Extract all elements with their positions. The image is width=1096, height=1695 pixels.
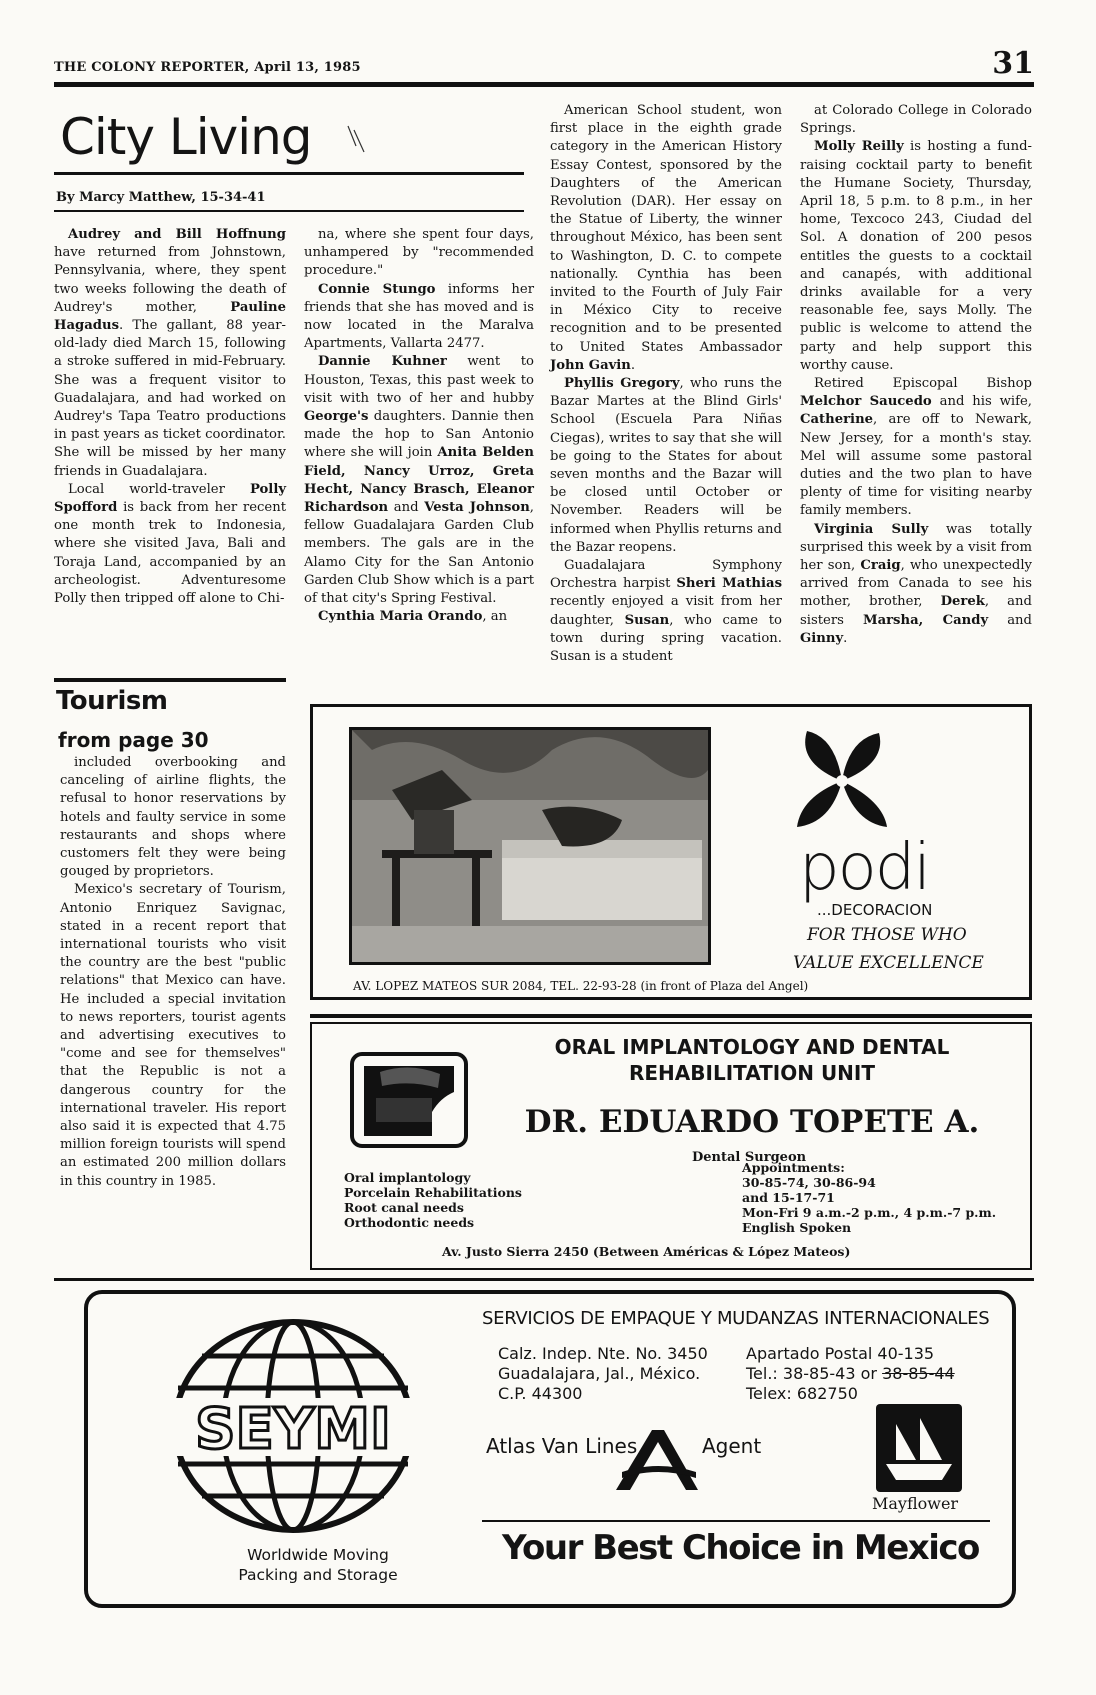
seymi-contact bbox=[746, 1344, 955, 1404]
body-text: recently enjoyed a visit from her daughter, bbox=[550, 594, 782, 628]
article-paragraph bbox=[800, 521, 1032, 648]
seymi-address-line: Calz. Indep. Nte. No. 3450 bbox=[498, 1344, 708, 1363]
dental-service: Porcelain Rehabilitations bbox=[344, 1185, 522, 1200]
bold-name-text: Dannie Kuhner bbox=[318, 354, 447, 370]
bold-name-text: Catherine bbox=[800, 412, 874, 428]
dental-advertisement bbox=[310, 1022, 1032, 1270]
seymi-advertisement bbox=[84, 1290, 1016, 1608]
body-text: Local world-traveler bbox=[68, 481, 250, 497]
dental-address: Av. Justo Sierra 2450 (Between Américas & López Mateos) bbox=[442, 1244, 851, 1259]
seymi-rule bbox=[482, 1520, 990, 1522]
podi-tagline-1: FOR THOSE WHO bbox=[807, 925, 967, 945]
byline-rule bbox=[54, 210, 524, 212]
body-text: , who runs the Bazar Martes at the Blind Girls' School (Escuela Para Niñas Ciegas), writes to say that she will be going to the States for about seven months and the Bazar will be closed until October or November. Readers will be informed when Phyllis returns and the Bazar reopens. bbox=[550, 376, 782, 555]
article-paragraph bbox=[60, 881, 286, 1190]
body-text: was totally surprised this week by a visit from her son, bbox=[800, 521, 1032, 574]
article-paragraph bbox=[304, 353, 534, 608]
furniture-photo bbox=[349, 727, 711, 965]
paper-dateline: THE COLONY REPORTER, April 13, 1985 bbox=[54, 60, 361, 75]
seymi-telephone bbox=[746, 1364, 955, 1384]
body-text: and bbox=[388, 500, 425, 516]
appointments-label: Appointments: bbox=[742, 1160, 845, 1175]
body-text: . bbox=[630, 357, 636, 373]
bold-name-text: Vesta Johnson bbox=[424, 500, 530, 516]
podi-brand: podi bbox=[799, 831, 930, 905]
body-text: have returned from Johnstown, Pennsylvania, where, they spent two weeks following the death of Audrey's mother, bbox=[54, 245, 286, 315]
dental-service: Orthodontic needs bbox=[344, 1215, 475, 1230]
seymi-po-box: Apartado Postal 40-135 bbox=[746, 1344, 935, 1363]
body-text: na, where she spent four days, unhampered by "recommended procedure." bbox=[304, 227, 534, 279]
seymi-telex: Telex: 682750 bbox=[746, 1384, 858, 1403]
article-paragraph bbox=[800, 138, 1032, 375]
tourism-jump-line: from page 30 bbox=[58, 728, 209, 752]
article-paragraph bbox=[550, 375, 782, 557]
seymi-tagline-2: Packing and Storage bbox=[238, 1566, 398, 1584]
body-text: Mexico's secretary of Tourism, Antonio Enriquez Savignac, stated in a recent report that international tourists who visit the country are the best "public relations" that Mexico can have. He included a special invitation to news reporters, tourist agents and advertising executives to "come and see for themselves" that the Republic is not a dangerous country for the international traveler. His report also said it is expected that 4.75 million foreign tourists will spend an estimated 200 million dollars in this country in 1985. bbox=[60, 882, 286, 1189]
dental-headline: ORAL IMPLANTOLOGY AND DENTAL REHABILITATION UNIT bbox=[554, 1035, 950, 1085]
mayflower-label: Mayflower bbox=[872, 1494, 959, 1513]
bold-name-text: Audrey and Bill Hoffnung bbox=[68, 227, 286, 242]
body-text: . The gallant, 88 year-old-lady died March 15, following a stroke suffered in mid-February. She was a frequent visitor to Guadalajara, and had worked on Audrey's Tapa Teatro productions in past years as ticket coordinator. She will be missed by her many friends in Guadalajara. bbox=[54, 318, 286, 479]
column-3 bbox=[550, 102, 782, 666]
article-paragraph bbox=[550, 557, 782, 666]
dental-appointments bbox=[742, 1160, 996, 1235]
body-text: went to Houston, Texas, this past week to visit with two of her and hubby bbox=[304, 354, 534, 406]
dental-service: Root canal needs bbox=[344, 1200, 464, 1215]
bold-name-text: John Gavin bbox=[550, 357, 631, 373]
page-rule bbox=[54, 1278, 1034, 1281]
body-text: , and sisters bbox=[800, 594, 1032, 628]
seymi-address-line: C.P. 44300 bbox=[498, 1384, 583, 1403]
tooth-logo-icon bbox=[350, 1052, 468, 1148]
body-text: daughters. Dannie then made the hop to San Antonio where she will join bbox=[304, 409, 534, 461]
dental-ad-rule bbox=[310, 1014, 1032, 1018]
column-tourism bbox=[60, 754, 286, 1191]
tourism-rule bbox=[54, 678, 286, 682]
seymi-brand: SEYMI bbox=[195, 1397, 391, 1462]
body-text: and bbox=[988, 612, 1032, 628]
podi-tagline-2: VALUE EXCELLENCE bbox=[793, 953, 984, 973]
bold-name-text: Susan bbox=[624, 612, 670, 628]
bold-name-text: Marsha, Candy bbox=[862, 612, 989, 628]
seymi-headline: SERVICIOS DE EMPAQUE Y MUDANZAS INTERNACIONALES bbox=[482, 1308, 990, 1329]
article-paragraph bbox=[550, 102, 782, 375]
podi-flower-logo-icon bbox=[787, 723, 897, 839]
bold-name-text: Ginny bbox=[800, 630, 844, 646]
bold-name-text: Cynthia Maria Orando bbox=[318, 609, 483, 625]
body-text: , are off to Newark, New Jersey, for a month's stay. Mel will assume some pastoral duties and the two plan to have plenty of time for visiting nearby family members. bbox=[800, 412, 1032, 519]
dental-doctor-name: DR. EDUARDO TOPETE A. bbox=[524, 1104, 980, 1140]
body-text: , who came to town during spring vacation. Susan is a student bbox=[550, 612, 782, 665]
bold-name-text: Connie Stungo bbox=[318, 281, 436, 297]
bold-name-text: Virginia Sully bbox=[814, 521, 929, 537]
bold-name-text: Craig bbox=[860, 558, 901, 574]
page-number: 31 bbox=[992, 46, 1034, 81]
article-paragraph bbox=[304, 608, 534, 626]
article-paragraph bbox=[800, 375, 1032, 521]
body-text: is back from her recent one month trek to Indonesia, where she visited Java, Bali and Toraja Land, accompanied by an archeologist. Adventuresome Polly then tripped off alone to Chi- bbox=[54, 500, 286, 607]
body-text: , who unexpectedly arrived from Canada to see his mother, brother, bbox=[800, 558, 1032, 610]
body-text: Guadalajara Symphony Orchestra harpist bbox=[550, 558, 782, 592]
article-paragraph bbox=[54, 481, 286, 608]
appointments-hours: Mon-Fri 9 a.m.-2 p.m., 4 p.m.-7 p.m. bbox=[742, 1205, 997, 1220]
body-text: included overbooking and canceling of airline flights, the refusal to honor reservations by hotels and faulty service in some restaurants and shops where customers felt they were being gouged by proprietors. bbox=[60, 755, 286, 880]
seymi-address-line: Guadalajara, Jal., México. bbox=[498, 1364, 701, 1383]
body-text: American School student, won first place in the eighth grade category in the American History Essay Contest, sponsored by the Daughters of the American Revolution (DAR). Her essay on the Statue of Liberty, the winner throughout México, has been sent to Washington, D. C. to compete nationally. Cynthia has been invited to the Fourth of July Fair in México City to receive recognition and to be presented to United States Ambassador bbox=[550, 103, 782, 355]
seymi-tel-label: Tel.: 38-85-43 or bbox=[746, 1364, 883, 1383]
bold-name-text: George's bbox=[304, 409, 369, 425]
article-paragraph bbox=[800, 102, 1032, 138]
appointments-phones-2: and 15-17-71 bbox=[742, 1190, 835, 1205]
body-text: and his wife, bbox=[931, 394, 1032, 410]
seymi-tel-struck: 38-85-44 bbox=[882, 1364, 955, 1383]
body-text: informs her friends that she has moved and is now located in the Maralva Apartments, Vallarta 2477. bbox=[304, 281, 534, 352]
bold-name-text: Melchor Saucedo bbox=[800, 394, 932, 410]
bold-name-text: Phyllis Gregory bbox=[564, 376, 680, 392]
seymi-address bbox=[498, 1344, 708, 1404]
appointments-phones: 30-85-74, 30-86-94 bbox=[742, 1175, 876, 1190]
article-paragraph bbox=[304, 226, 534, 281]
tourism-heading: Tourism bbox=[56, 686, 168, 716]
section-title-rule bbox=[54, 172, 524, 175]
article-paragraph bbox=[60, 754, 286, 881]
section-title: City Living bbox=[60, 108, 312, 166]
bold-name-text: Pauline Hagadus bbox=[54, 299, 286, 334]
bold-name-text: Molly Reilly bbox=[814, 139, 904, 155]
column-1 bbox=[54, 226, 286, 608]
body-text: , fellow Guadalajara Garden Club members. The gals are in the Alamo City for the San Antonio Garden Club Show which is a part of that city's Spring Festival. bbox=[304, 500, 534, 607]
bold-name-text: Polly Spofford bbox=[54, 481, 286, 516]
appointments-language: English Spoken bbox=[742, 1220, 852, 1235]
body-text: Retired Episcopal Bishop bbox=[814, 376, 1032, 392]
dental-services-list bbox=[344, 1170, 522, 1230]
article-paragraph bbox=[304, 281, 534, 354]
body-text: is hosting a fund-raising cocktail party to benefit the Humane Society, Thursday, April 18, 5 p.m. to 8 p.m., in her home, Texcoco 243, Ciudad del Sol. A donation of 200 pesos entitles the guests to a cocktail and canapés, with additional drinks available for a very reasonable fee, says Molly. The public is welcome to attend the party and help support this worthy cause. bbox=[800, 139, 1032, 373]
bold-name-text: Sheri Mathias bbox=[676, 576, 782, 592]
atlas-logo-icon bbox=[612, 1426, 702, 1496]
atlas-agent: Agent bbox=[702, 1434, 762, 1458]
dental-service: Oral implantology bbox=[344, 1170, 471, 1185]
byline: By Marcy Matthew, 15-34-41 bbox=[56, 190, 266, 205]
body-text: , an bbox=[482, 609, 508, 625]
globe-logo-icon bbox=[158, 1316, 428, 1536]
seymi-tagline-1: Worldwide Moving bbox=[247, 1546, 389, 1564]
article-paragraph bbox=[54, 226, 286, 481]
dental-title: Dental Surgeon bbox=[692, 1150, 807, 1165]
body-text: at Colorado College in Colorado Springs. bbox=[800, 103, 1032, 137]
mayflower-ship-icon bbox=[876, 1404, 962, 1492]
masthead bbox=[54, 46, 1034, 81]
body-text: . bbox=[843, 630, 848, 646]
masthead-rule bbox=[54, 82, 1034, 87]
podi-decoracion: ...DECORACION bbox=[817, 901, 933, 919]
atlas-van-lines: Atlas Van Lines bbox=[486, 1434, 638, 1458]
title-flourish-icon bbox=[346, 124, 370, 156]
podi-advertisement bbox=[310, 704, 1032, 1000]
podi-address: AV. LOPEZ MATEOS SUR 2084, TEL. 22-93-28 (in front of Plaza del Angel) bbox=[353, 979, 809, 993]
bold-name-text: Anita Belden Field, Nancy Urroz, Greta Hecht, Nancy Brasch, Eleanor Richardson bbox=[304, 445, 534, 516]
column-4 bbox=[800, 102, 1032, 648]
seymi-slogan: Your Best Choice in Mexico bbox=[502, 1528, 979, 1568]
column-2 bbox=[304, 226, 534, 626]
bold-name-text: Derek bbox=[940, 594, 985, 610]
living-room-illustration bbox=[352, 730, 708, 962]
